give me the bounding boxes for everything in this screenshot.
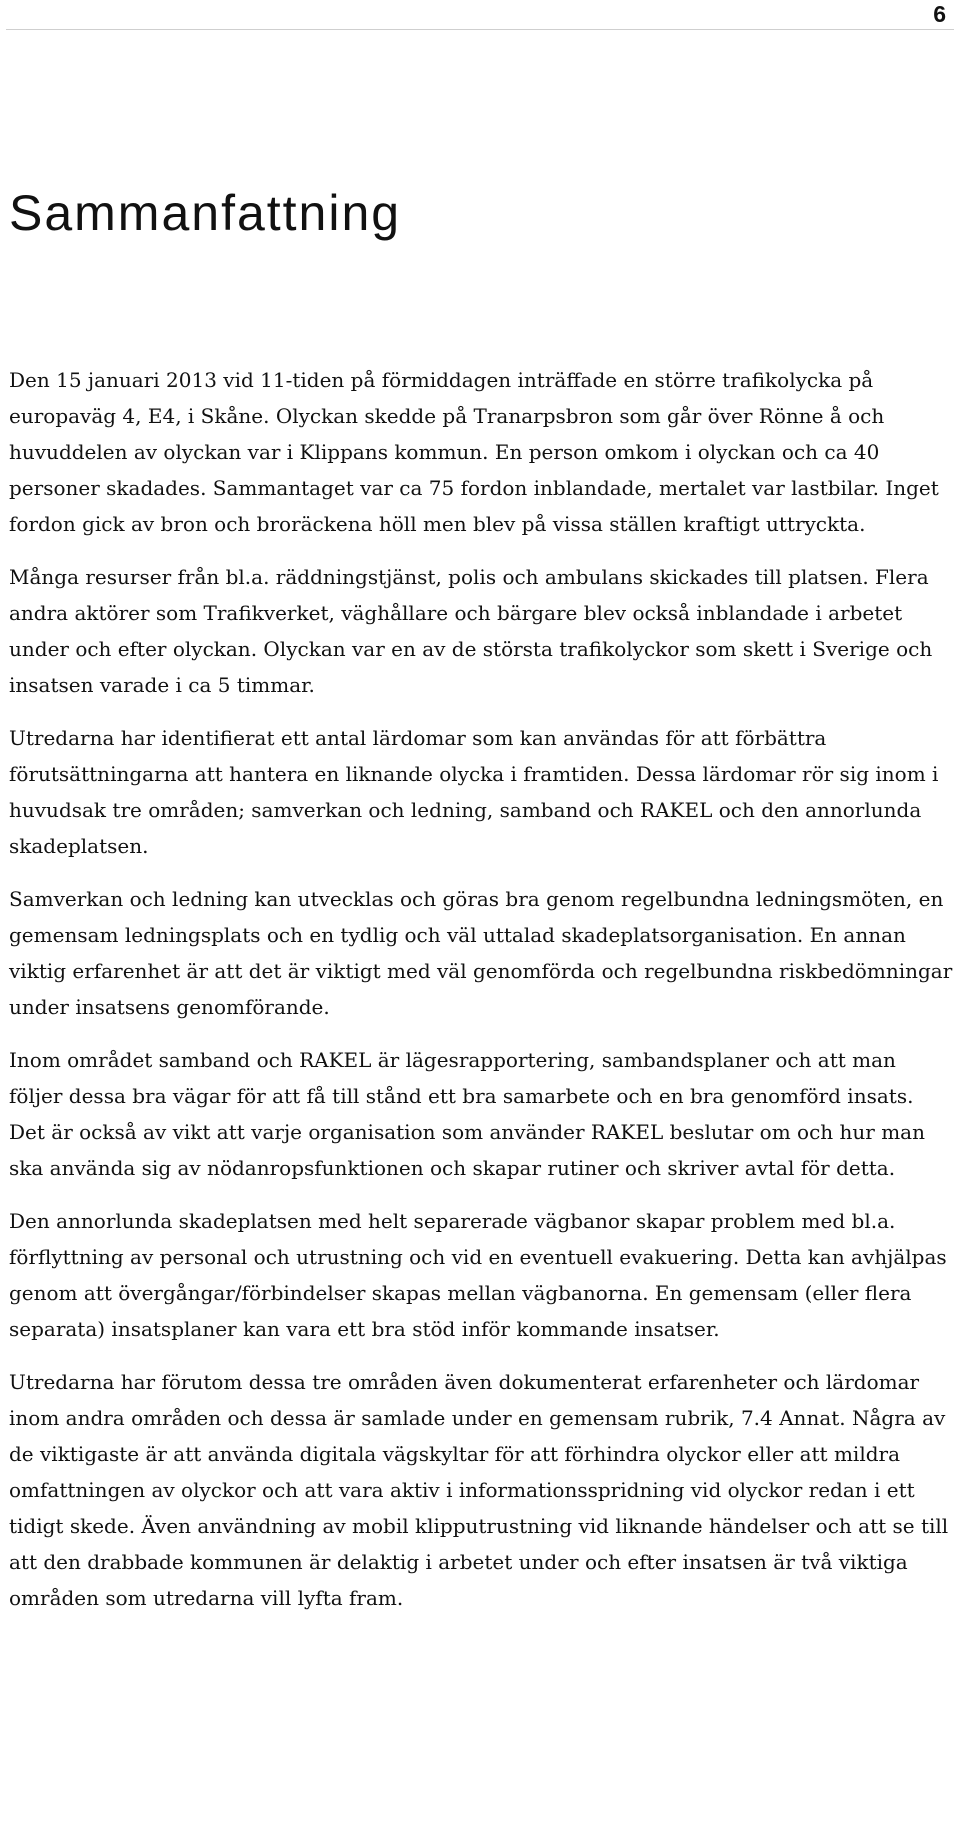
paragraph-communication: Inom området samband och RAKEL är lägesrapportering, sambandsplaner och att man följer dessa bra vägar för att få till stånd ett bra samarbete och en bra genomförd insats. Det är också av vikt att varje organisation som använder RAKEL beslutar om och hur man ska använda sig av nödanropsfunktionen och skapar rutiner och skriver avtal för detta. bbox=[9, 1048, 925, 1180]
paragraph-incident: Den 15 januari 2013 vid 11-tiden på förmiddagen inträffade en större trafikolycka på europaväg 4, E4, i Skåne. Olyckan skedde på Tranarpsbron som går över Rönne å och huvuddelen av olyckan var i Klippans kommun. En person omkom i olyckan och ca 40 personer skadades. Sammantaget var ca 75 fordon inblandade, mertalet var lastbilar. Inget fordon gick av bron och broräckena höll men blev på vissa ställen kraftigt uttryckta. bbox=[9, 368, 939, 536]
paragraph-cooperation: Samverkan och ledning kan utvecklas och göras bra genom regelbundna ledningsmöten, en gemensam ledningsplats och en tydlig och väl uttalad skadeplatsorganisation. En annan viktig erfarenhet är att det är viktigt med väl genomförda och regelbundna riskbedömningar under insatsens genomförande. bbox=[9, 887, 953, 1019]
summary-body bbox=[9, 362, 954, 1633]
header-divider bbox=[6, 29, 954, 30]
paragraph-scene: Den annorlunda skadeplatsen med helt separerade vägbanor skapar problem med bl.a. förflyttning av personal och utrustning och vid en eventuell evakuering. Detta kan avhjälpas genom att övergångar/förbindelser skapas mellan vägbanorna. En gemensam (eller flera separata) insatsplaner kan vara ett bra stöd inför kommande insatser. bbox=[9, 1209, 947, 1341]
page-number: 6 bbox=[933, 1, 946, 27]
page-title: Sammanfattning bbox=[9, 185, 402, 241]
paragraph-other: Utredarna har förutom dessa tre områden även dokumenterat erfarenheter och lärdomar inom andra områden och dessa är samlade under en gemensam rubrik, 7.4 Annat. Några av de viktigaste är att använda digitala vägskyltar för att förhindra olyckor eller att mildra omfattningen av olyckor och att vara aktiv i informationsspridning vid olyckor redan i ett tidigt skede. Även användning av mobil klipputrustning vid liknande händelser och att se till att den drabbade kommunen är delaktig i arbetet under och efter insatsen är två viktiga områden som utredarna vill lyfta fram. bbox=[9, 1370, 949, 1610]
paragraph-resources: Många resurser från bl.a. räddningstjänst, polis och ambulans skickades till platsen. Flera andra aktörer som Trafikverket, väghållare och bärgare blev också inblandade i arbetet under och efter olyckan. Olyckan var en av de största trafikolyckor som skett i Sverige och insatsen varade i ca 5 timmar. bbox=[9, 565, 933, 697]
page-header bbox=[0, 0, 960, 30]
paragraph-lessons: Utredarna har identifierat ett antal lärdomar som kan användas för att förbättra förutsättningarna att hantera en liknande olycka i framtiden. Dessa lärdomar rör sig inom i huvudsak tre områden; samverkan och ledning, samband och RAKEL och den annorlunda skadeplatsen. bbox=[9, 726, 939, 858]
